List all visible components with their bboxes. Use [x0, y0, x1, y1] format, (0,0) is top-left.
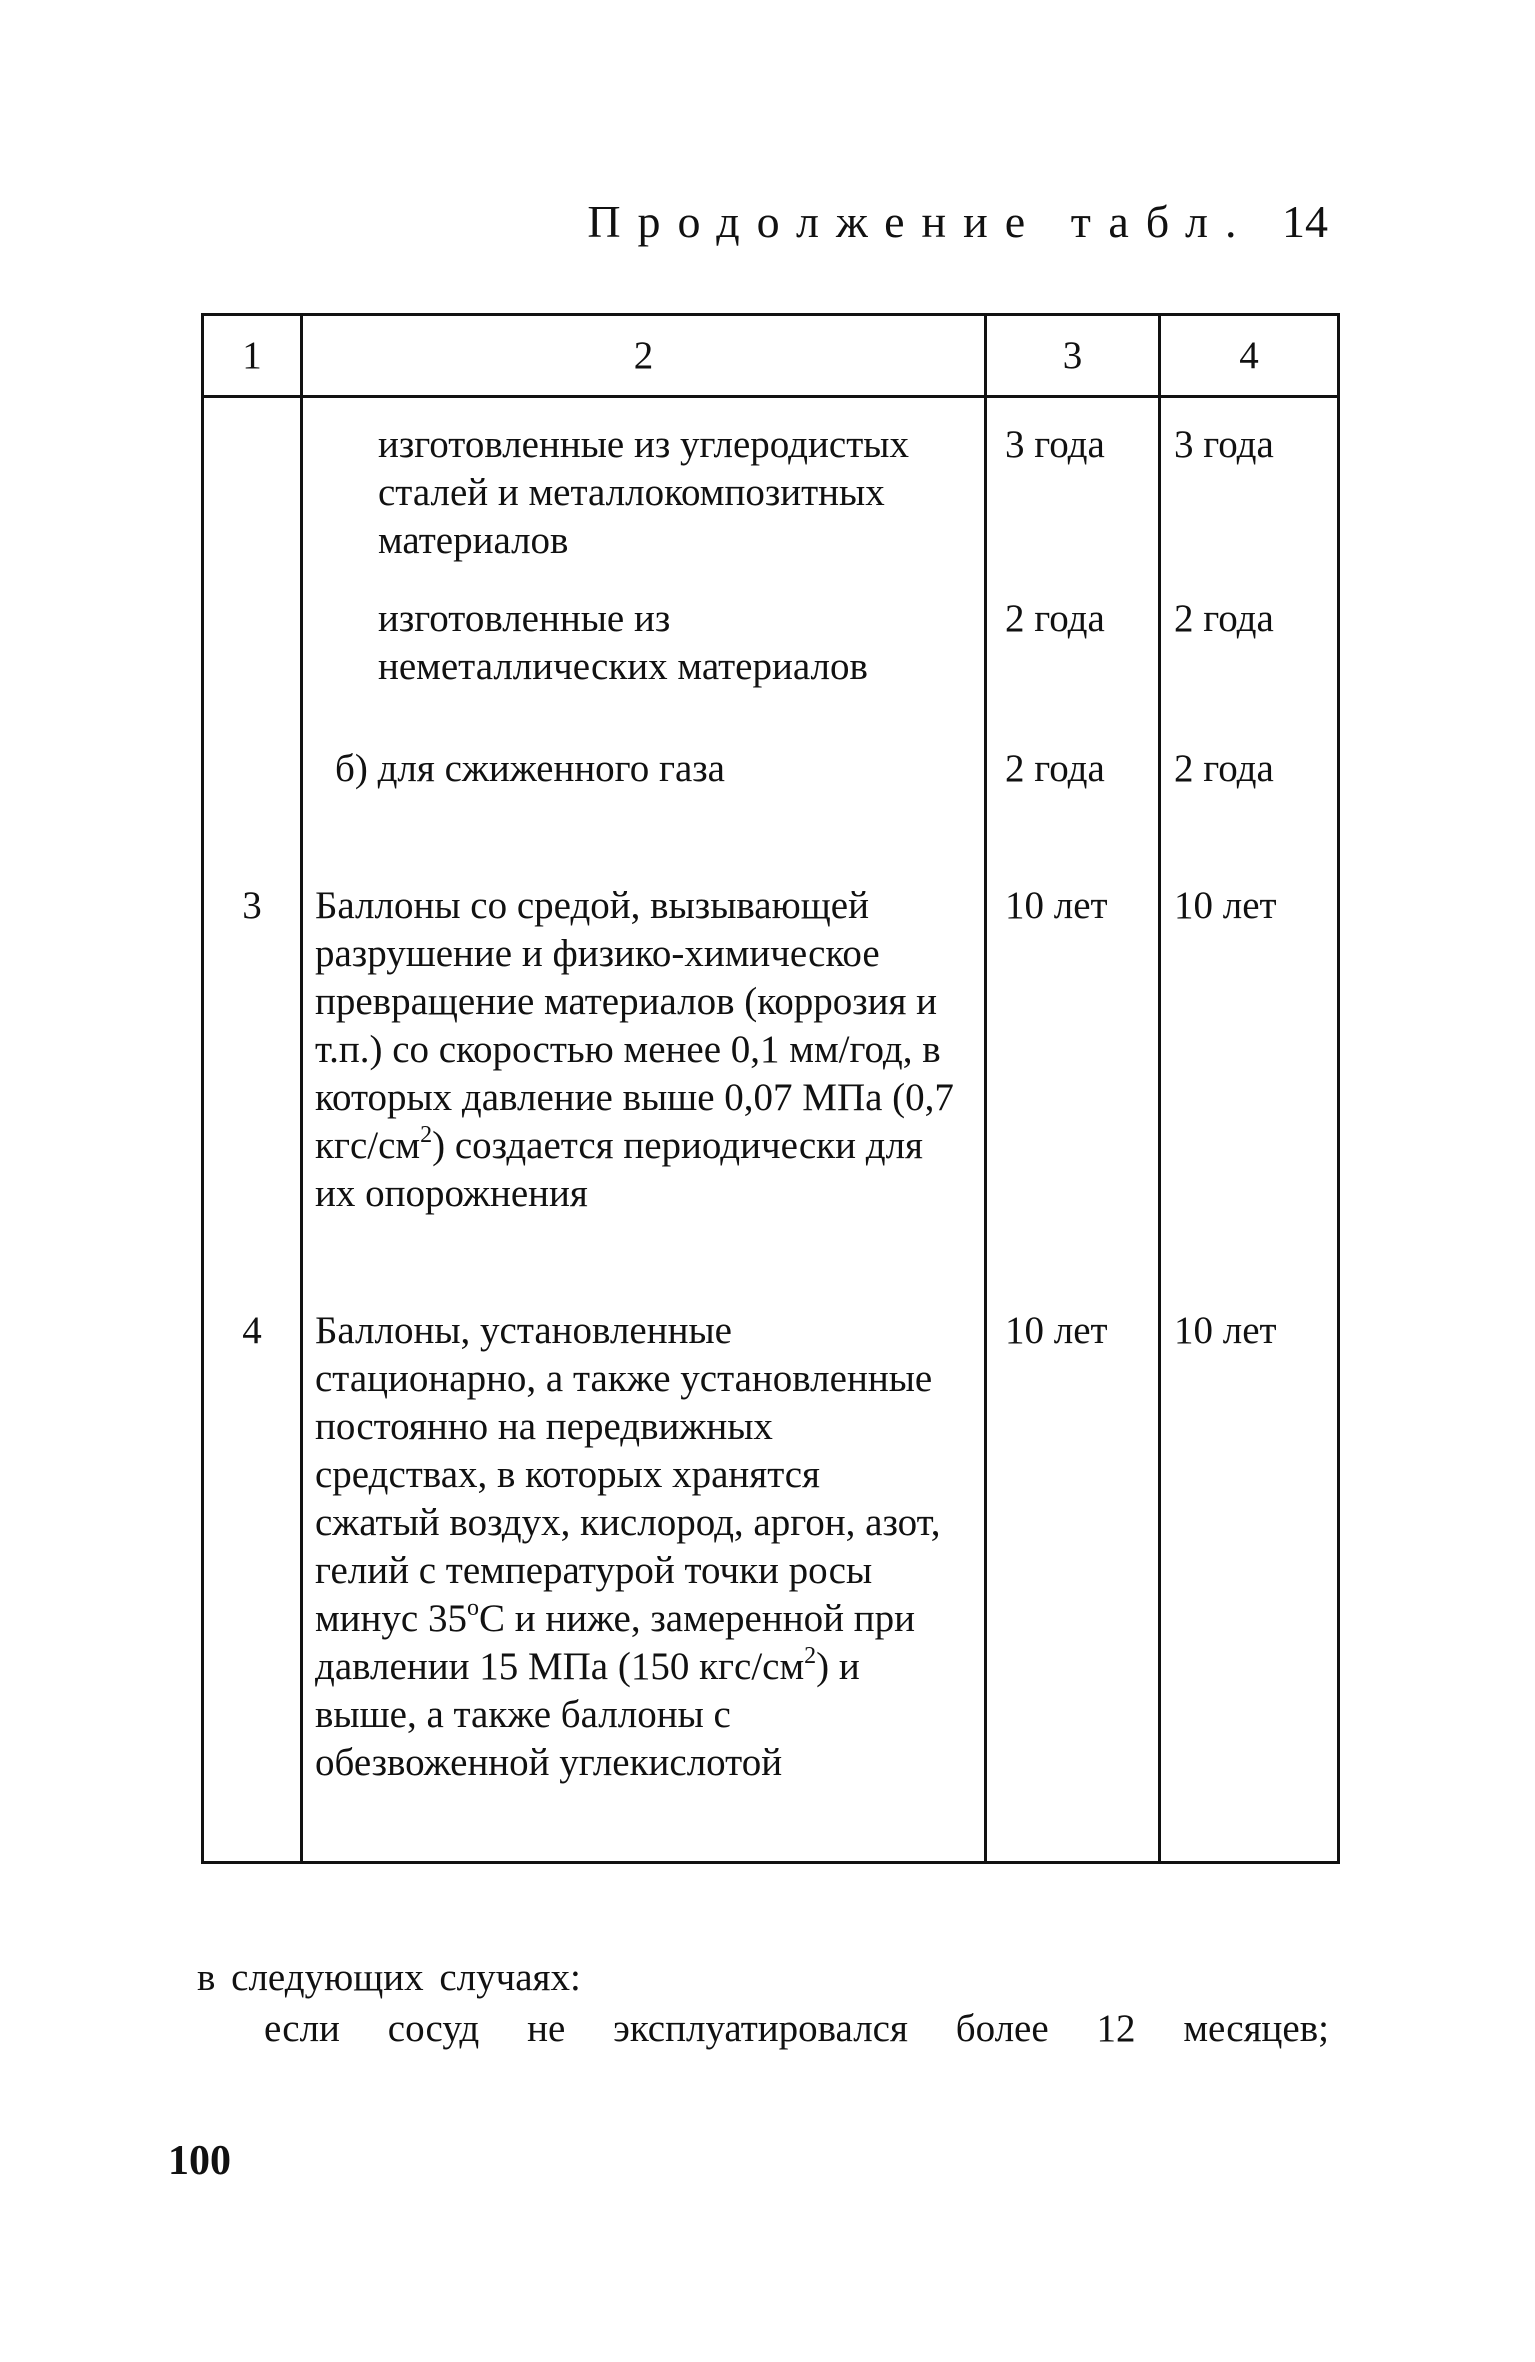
- row-value-col3: [986, 595, 1160, 745]
- row-number: 4: [203, 1307, 302, 1863]
- row-value-col3: [986, 882, 1160, 1307]
- row-value-col4: [1160, 745, 1339, 882]
- row-value-col4-text: 2 года: [1174, 597, 1274, 640]
- superscript: о: [466, 1595, 479, 1621]
- table-header-row: [203, 315, 1339, 397]
- row-description: [302, 595, 986, 745]
- body-text-line-1: в следующих случаях:: [197, 1956, 581, 1999]
- row-number: [203, 397, 302, 596]
- row-value-col4: [1160, 595, 1339, 745]
- table-continuation-heading: [0, 195, 1328, 248]
- row-value-col3-text: 2 года: [1005, 597, 1105, 640]
- table-row: [203, 1307, 1339, 1863]
- body-text-line-2: если сосуд не эксплуатировался более 12 месяцев;: [264, 2007, 1329, 2050]
- row-value-col4: [1160, 882, 1339, 1307]
- row-number: [203, 595, 302, 745]
- row-value-col4-text: 2 года: [1174, 747, 1274, 790]
- row-value-col3: [986, 1307, 1160, 1863]
- heading-text: Продолжение табл.: [587, 196, 1254, 247]
- row-description: [302, 397, 986, 596]
- table-number: 14: [1282, 196, 1328, 247]
- row-value-col3: [986, 397, 1160, 596]
- row-value-col3-text: 3 года: [1005, 423, 1105, 466]
- row-description-part: ) создается периодически для их опорожнения: [315, 1124, 923, 1215]
- row-description-text: изготовленные из углеродистых сталей и металлокомпозитных материалов: [378, 423, 909, 562]
- page-number: 100: [168, 2138, 231, 2184]
- row-value-col3-text: 10 лет: [1005, 1309, 1108, 1352]
- row-value-col4-text: 10 лет: [1174, 1309, 1277, 1352]
- row-value-col4: [1160, 397, 1339, 596]
- row-description-part: Баллоны со средой, вызывающей разрушение и физико-химическое превращение материалов (коррозия и т.п.) со скоростью менее 0,1 мм/год, в которых давление выше 0,07 МПа (0,7 кгс/см: [315, 884, 954, 1167]
- row-value-col3: [986, 745, 1160, 882]
- table-row: [203, 882, 1339, 1307]
- row-value-col4-text: 10 лет: [1174, 884, 1277, 927]
- table-row: [203, 595, 1339, 745]
- header-col-3: 3: [986, 315, 1160, 397]
- row-description-part: ) и выше, а также баллоны с обезвоженной углекислотой: [315, 1645, 860, 1784]
- row-value-col4-text: 3 года: [1174, 423, 1274, 466]
- superscript: 2: [420, 1122, 433, 1148]
- header-col-2: 2: [302, 315, 986, 397]
- table-row: [203, 745, 1339, 882]
- row-number: 3: [203, 882, 302, 1307]
- superscript: 2: [804, 1643, 817, 1669]
- row-description-text: изготовленные из неметаллических материалов: [378, 597, 868, 688]
- row-description: [302, 882, 986, 1307]
- row-description-part: Баллоны, установленные стационарно, а также установленные постоянно на передвижных средствах, в которых хранятся сжатый воздух, кислород, аргон, азот, гелий с температурой точки росы минус 35: [315, 1309, 941, 1640]
- row-description: [302, 745, 986, 882]
- data-table: [201, 313, 1340, 1864]
- row-value-col4: [1160, 1307, 1339, 1863]
- row-description-part: С и ниже, замеренной при давлении 15 МПа (150 кгс/см: [315, 1597, 915, 1688]
- row-description-text: [303, 882, 984, 1218]
- header-col-4: 4: [1160, 315, 1339, 397]
- row-description: [302, 1307, 986, 1863]
- row-value-col3-text: 10 лет: [1005, 884, 1108, 927]
- row-description-text: б) для сжиженного газа: [335, 747, 725, 790]
- header-col-1: 1: [203, 315, 302, 397]
- row-value-col3-text: 2 года: [1005, 747, 1105, 790]
- row-description-text: [303, 1307, 984, 1787]
- table-row: [203, 397, 1339, 596]
- row-number: [203, 745, 302, 882]
